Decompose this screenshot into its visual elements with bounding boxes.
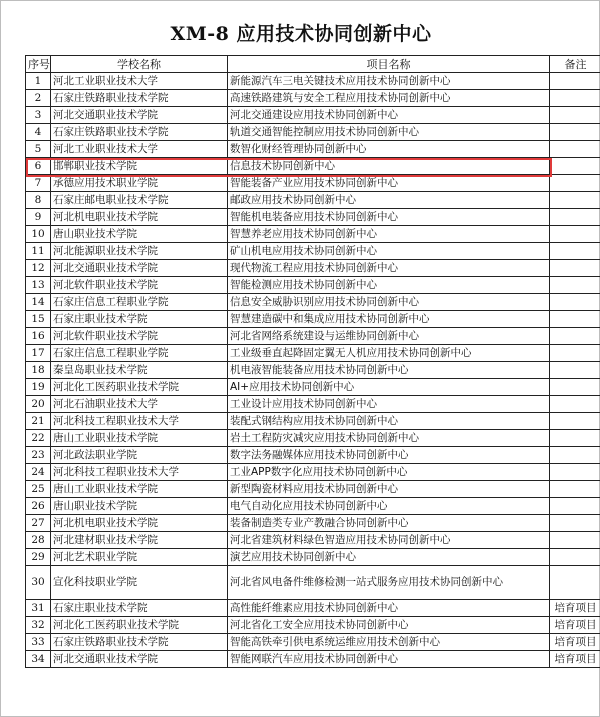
table-row xyxy=(26,226,600,243)
row-note xyxy=(550,107,600,124)
school-name: 唐山职业技术学院 xyxy=(51,226,228,243)
school-name: 河北建材职业技术学院 xyxy=(51,532,228,549)
row-number: 24 xyxy=(26,464,51,481)
project-name: 河北省网络系统建设与运维协同创新中心 xyxy=(228,328,550,345)
row-note xyxy=(550,294,600,311)
table-row xyxy=(26,243,600,260)
project-name: 智能装备产业应用技术协同创新中心 xyxy=(228,175,550,192)
row-number: 18 xyxy=(26,362,51,379)
row-number: 2 xyxy=(26,90,51,107)
row-note xyxy=(550,73,600,90)
project-name: 数字法务融媒体应用技术协同创新中心 xyxy=(228,447,550,464)
table-row xyxy=(26,141,600,158)
row-note xyxy=(550,345,600,362)
row-note xyxy=(550,379,600,396)
project-name: 智慧建造碳中和集成应用技术协同创新中心 xyxy=(228,311,550,328)
project-name: 演艺应用技术协同创新中心 xyxy=(228,549,550,566)
table-row xyxy=(26,124,600,141)
row-note xyxy=(550,277,600,294)
row-number: 20 xyxy=(26,396,51,413)
table-row xyxy=(26,413,600,430)
row-number: 10 xyxy=(26,226,51,243)
project-name: 机电液智能装备应用技术协同创新中心 xyxy=(228,362,550,379)
table-row xyxy=(26,158,600,175)
table-row xyxy=(26,345,600,362)
school-name: 河北化工医药职业技术学院 xyxy=(51,617,228,634)
row-number: 14 xyxy=(26,294,51,311)
row-number: 19 xyxy=(26,379,51,396)
table-body xyxy=(26,73,600,668)
document-title: XM-8 应用技术协同创新中心 xyxy=(170,23,432,45)
column-header-school: 学校名称 xyxy=(51,56,228,73)
school-name: 河北石油职业技术大学 xyxy=(51,396,228,413)
row-note: 培育项目 xyxy=(550,617,600,634)
project-name: 轨道交通智能控制应用技术协同创新中心 xyxy=(228,124,550,141)
school-name: 河北机电职业技术学院 xyxy=(51,209,228,226)
school-name: 河北工业职业技术大学 xyxy=(51,73,228,90)
school-name: 河北交通职业技术学院 xyxy=(51,107,228,124)
school-name: 唐山职业技术学院 xyxy=(51,498,228,515)
row-number: 28 xyxy=(26,532,51,549)
table-row xyxy=(26,294,600,311)
school-name: 河北化工医药职业技术学院 xyxy=(51,379,228,396)
table-row xyxy=(26,328,600,345)
row-number: 29 xyxy=(26,549,51,566)
row-number: 17 xyxy=(26,345,51,362)
project-name: 高性能纤维素应用技术协同创新中心 xyxy=(228,600,550,617)
school-name: 河北工业职业技术大学 xyxy=(51,141,228,158)
row-note xyxy=(550,362,600,379)
project-name: 邮政应用技术协同创新中心 xyxy=(228,192,550,209)
table-row xyxy=(26,617,600,634)
table-row xyxy=(26,515,600,532)
project-name: 电气自动化应用技术协同创新中心 xyxy=(228,498,550,515)
school-name: 河北科技工程职业技术大学 xyxy=(51,464,228,481)
row-number: 1 xyxy=(26,73,51,90)
school-name: 石家庄铁路职业技术学院 xyxy=(51,90,228,107)
school-name: 河北能源职业技术学院 xyxy=(51,243,228,260)
table-row xyxy=(26,311,600,328)
row-number: 22 xyxy=(26,430,51,447)
row-number: 34 xyxy=(26,651,51,668)
row-note xyxy=(550,566,600,600)
project-name: 工业级垂直起降固定翼无人机应用技术协同创新中心 xyxy=(228,345,550,362)
school-name: 石家庄铁路职业技术学院 xyxy=(51,124,228,141)
school-name: 石家庄职业技术学院 xyxy=(51,311,228,328)
row-number: 8 xyxy=(26,192,51,209)
table-row xyxy=(26,651,600,668)
table-row xyxy=(26,600,600,617)
school-name: 河北软件职业技术学院 xyxy=(51,328,228,345)
school-name: 邯郸职业技术学院 xyxy=(51,158,228,175)
school-name: 石家庄邮电职业技术学院 xyxy=(51,192,228,209)
project-name: 智能机电装备应用技术协同创新中心 xyxy=(228,209,550,226)
row-note xyxy=(550,90,600,107)
row-note xyxy=(550,532,600,549)
row-number: 23 xyxy=(26,447,51,464)
row-note xyxy=(550,141,600,158)
row-number: 31 xyxy=(26,600,51,617)
table-row xyxy=(26,379,600,396)
project-name: 工业APP数字化应用技术协同创新中心 xyxy=(228,464,550,481)
row-note xyxy=(550,481,600,498)
school-name: 石家庄信息工程职业学院 xyxy=(51,294,228,311)
project-name: 河北省风电备件维修检测一站式服务应用技术协同创新中心 xyxy=(228,566,550,600)
row-note xyxy=(550,396,600,413)
row-note: 培育项目 xyxy=(550,600,600,617)
row-number: 7 xyxy=(26,175,51,192)
table-row xyxy=(26,362,600,379)
school-name: 唐山工业职业技术学院 xyxy=(51,481,228,498)
row-note xyxy=(550,175,600,192)
project-name: 河北省建筑材料绿色智造应用技术协同创新中心 xyxy=(228,532,550,549)
project-name: 数智化财经管理协同创新中心 xyxy=(228,141,550,158)
row-number: 16 xyxy=(26,328,51,345)
table-row xyxy=(26,175,600,192)
row-number: 15 xyxy=(26,311,51,328)
row-note xyxy=(550,209,600,226)
school-name: 河北科技工程职业技术大学 xyxy=(51,413,228,430)
row-number: 21 xyxy=(26,413,51,430)
table-row xyxy=(26,107,600,124)
school-name: 秦皇岛职业技术学院 xyxy=(51,362,228,379)
school-name: 石家庄职业技术学院 xyxy=(51,600,228,617)
project-name: 新能源汽车三电关键技术应用技术协同创新中心 xyxy=(228,73,550,90)
row-note: 培育项目 xyxy=(550,651,600,668)
column-header-note: 备注 xyxy=(550,56,600,73)
project-name: 新型陶瓷材料应用技术协同创新中心 xyxy=(228,481,550,498)
table-row xyxy=(26,464,600,481)
project-name: 工业设计应用技术协同创新中心 xyxy=(228,396,550,413)
row-note xyxy=(550,328,600,345)
project-name: 河北交通建设应用技术协同创新中心 xyxy=(228,107,550,124)
table-row xyxy=(26,192,600,209)
row-number: 25 xyxy=(26,481,51,498)
row-note xyxy=(550,498,600,515)
project-name: 高速铁路建筑与安全工程应用技术协同创新中心 xyxy=(228,90,550,107)
row-number: 27 xyxy=(26,515,51,532)
row-note xyxy=(550,158,600,175)
column-header-no: 序号 xyxy=(26,56,51,73)
row-note xyxy=(550,515,600,532)
row-note xyxy=(550,260,600,277)
table-row xyxy=(26,430,600,447)
row-number: 33 xyxy=(26,634,51,651)
row-note xyxy=(550,124,600,141)
row-number: 11 xyxy=(26,243,51,260)
project-name: 智能检测应用技术协同创新中心 xyxy=(228,277,550,294)
row-number: 4 xyxy=(26,124,51,141)
column-header-project: 项目名称 xyxy=(228,56,550,73)
table-row xyxy=(26,634,600,651)
table-row xyxy=(26,260,600,277)
row-number: 13 xyxy=(26,277,51,294)
project-name: 装配式钢结构应用技术协同创新中心 xyxy=(228,413,550,430)
table-row xyxy=(26,481,600,498)
table-row xyxy=(26,447,600,464)
project-name: 矿山机电应用技术协同创新中心 xyxy=(228,243,550,260)
row-number: 32 xyxy=(26,617,51,634)
row-note xyxy=(550,430,600,447)
project-name: 智能高铁牵引供电系统运维应用技术创新中心 xyxy=(228,634,550,651)
row-number: 3 xyxy=(26,107,51,124)
project-name: 信息技术协同创新中心 xyxy=(228,158,550,175)
row-note xyxy=(550,413,600,430)
table-row xyxy=(26,277,600,294)
project-name: AI+应用技术协同创新中心 xyxy=(228,379,550,396)
project-name: 河北省化工安全应用技术协同创新中心 xyxy=(228,617,550,634)
school-name: 石家庄信息工程职业学院 xyxy=(51,345,228,362)
table-row xyxy=(26,549,600,566)
school-name: 石家庄铁路职业技术学院 xyxy=(51,634,228,651)
school-name: 河北艺术职业学院 xyxy=(51,549,228,566)
project-name: 岩土工程防灾减灾应用技术协同创新中心 xyxy=(228,430,550,447)
school-name: 承德应用技术职业学院 xyxy=(51,175,228,192)
school-name: 河北机电职业技术学院 xyxy=(51,515,228,532)
row-number: 9 xyxy=(26,209,51,226)
row-note xyxy=(550,447,600,464)
school-name: 宣化科技职业学院 xyxy=(51,566,228,600)
table-row xyxy=(26,566,600,600)
table-row xyxy=(26,90,600,107)
row-number: 12 xyxy=(26,260,51,277)
school-name: 河北政法职业学院 xyxy=(51,447,228,464)
row-note xyxy=(550,311,600,328)
table-row xyxy=(26,396,600,413)
school-name: 河北软件职业技术学院 xyxy=(51,277,228,294)
row-number: 30 xyxy=(26,566,51,600)
row-note: 培育项目 xyxy=(550,634,600,651)
school-name: 河北交通职业技术学院 xyxy=(51,260,228,277)
table-row xyxy=(26,498,600,515)
row-note xyxy=(550,192,600,209)
project-name: 现代物流工程应用技术协同创新中心 xyxy=(228,260,550,277)
project-name: 装备制造类专业产教融合协同创新中心 xyxy=(228,515,550,532)
school-name: 河北交通职业技术学院 xyxy=(51,651,228,668)
project-name: 信息安全威胁识别应用技术协同创新中心 xyxy=(228,294,550,311)
row-note xyxy=(550,549,600,566)
project-table xyxy=(25,55,600,668)
table-row xyxy=(26,532,600,549)
row-note xyxy=(550,226,600,243)
row-number: 5 xyxy=(26,141,51,158)
row-number: 6 xyxy=(26,158,51,175)
row-note xyxy=(550,243,600,260)
row-note xyxy=(550,464,600,481)
table-row xyxy=(26,73,600,90)
table-row xyxy=(26,209,600,226)
project-name: 智能网联汽车应用技术协同创新中心 xyxy=(228,651,550,668)
project-name: 智慧养老应用技术协同创新中心 xyxy=(228,226,550,243)
row-number: 26 xyxy=(26,498,51,515)
table-header-row xyxy=(26,56,600,73)
school-name: 唐山工业职业技术学院 xyxy=(51,430,228,447)
